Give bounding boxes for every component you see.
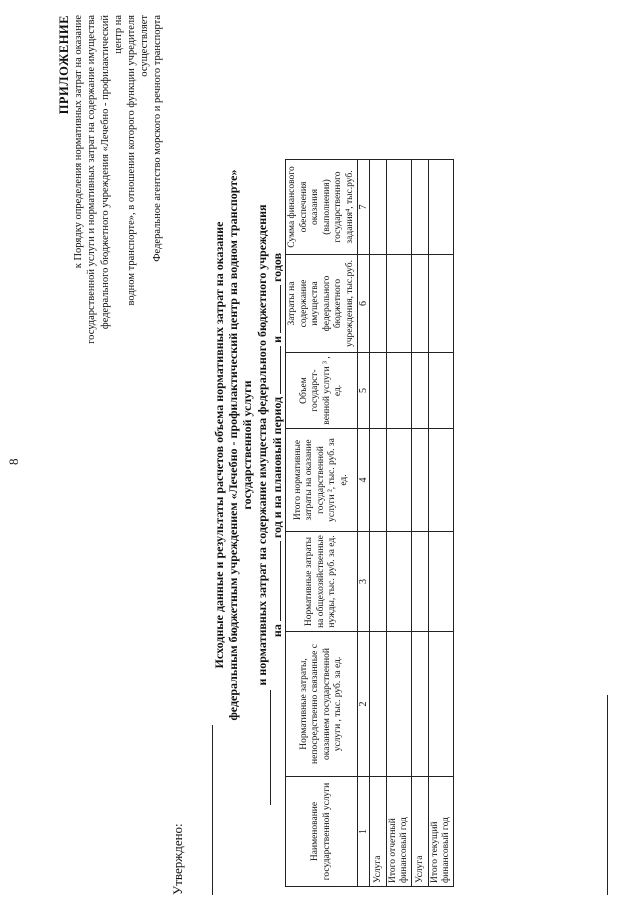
appendix-line: федерального бюджетного учреждения «Лечебно - профилактический центр на	[99, 15, 124, 330]
period-years: годов	[269, 252, 284, 282]
header-cell: Нормативные затраты, непосредственно связанные с оказанием государственной услуги , тыс. руб. за ед.	[286, 632, 358, 777]
title-line: и нормативных затрат на содержание имущества федерального бюджетного учреждения	[254, 204, 269, 686]
header-cell: Наименование государственной услуги	[286, 777, 358, 887]
row-label: Услуга	[370, 777, 387, 887]
column-number-row	[358, 160, 370, 887]
table-cell	[387, 255, 412, 353]
table-cell	[429, 255, 454, 353]
table-cell	[387, 160, 412, 255]
title-line: федеральным бюджетным учреждением «Лечебно - профилактический центр на водном транспорте» государственной услуги	[226, 169, 255, 721]
column-number: 6	[358, 255, 370, 353]
approval-label: Утверждено:	[170, 823, 185, 895]
table-row	[412, 160, 429, 887]
table-cell	[412, 429, 429, 532]
appendix-line: водном транспорте», в отношении которого функции учредителя осуществляет	[126, 15, 151, 306]
table-cell	[429, 429, 454, 532]
year-blank	[269, 541, 281, 621]
table-cell	[429, 532, 454, 632]
header-cell: Нормативные затраты на общехозяйственные нужды, тыс. руб. за ед.	[286, 532, 358, 632]
table-cell	[387, 532, 412, 632]
table-row	[429, 160, 454, 887]
approval-signature-line	[212, 725, 213, 895]
period-and: и	[269, 335, 284, 343]
column-number: 1	[358, 777, 370, 887]
table-cell	[429, 353, 454, 429]
header-cell: Затраты на содержание имущества федерального бюджетного учреждения, тыс.руб.	[286, 255, 358, 353]
cost-table	[285, 159, 454, 887]
page-number: 8	[6, 458, 21, 465]
year-blank	[269, 285, 281, 333]
table-cell	[387, 429, 412, 532]
table-row	[387, 160, 412, 887]
appendix-block	[58, 15, 165, 345]
row-label: Услуга	[412, 777, 429, 887]
period-mid: год и на плановый период	[269, 396, 284, 539]
table-cell	[412, 255, 429, 353]
table-header-row	[286, 160, 358, 887]
table-cell	[387, 353, 412, 429]
column-number: 2	[358, 632, 370, 777]
title-period-line	[269, 145, 284, 745]
table-cell	[412, 632, 429, 777]
table-cell	[370, 632, 387, 777]
appendix-line: Федеральное агентство морского и речного транспорта	[152, 15, 164, 262]
column-number: 3	[358, 532, 370, 632]
table-cell	[412, 532, 429, 632]
table-cell	[412, 353, 429, 429]
appendix-line: к Порядку определения нормативных затрат на оказание	[73, 15, 85, 269]
column-number: 4	[358, 429, 370, 532]
approval-signature-line	[607, 695, 608, 895]
table-cell	[370, 429, 387, 532]
document-title	[212, 145, 284, 745]
row-label: Итого текущий финансовый год	[429, 777, 454, 887]
table-cell	[370, 160, 387, 255]
table-cell	[370, 532, 387, 632]
appendix-line: государственной услуги и нормативных затрат на содержание имущества	[86, 15, 98, 344]
header-cell: Сумма финансового обеспечения оказания (выполнения) государственного задания⁴, тыс.руб.	[286, 160, 358, 255]
table-row	[370, 160, 387, 887]
period-na: на	[269, 624, 284, 638]
column-number: 5	[358, 353, 370, 429]
table-cell	[429, 632, 454, 777]
table-cell	[370, 255, 387, 353]
row-label: Итого отчетный финансовый год	[387, 777, 412, 887]
header-cell: Объем государст- венной услуги ³ , ед.	[286, 353, 358, 429]
title-line: Исходные данные и результаты расчетов объема нормативных затрат на оказание	[212, 221, 226, 669]
table-cell	[370, 353, 387, 429]
appendix-heading: ПРИЛОЖЕНИЕ	[57, 15, 71, 115]
header-cell: Итого нормативные затраты на оказание государственной услуги ², тыс. руб. за ед.	[286, 429, 358, 532]
table-cell	[412, 160, 429, 255]
table-cell	[429, 160, 454, 255]
table-cell	[387, 632, 412, 777]
column-number: 7	[358, 160, 370, 255]
year-blank	[269, 346, 281, 394]
